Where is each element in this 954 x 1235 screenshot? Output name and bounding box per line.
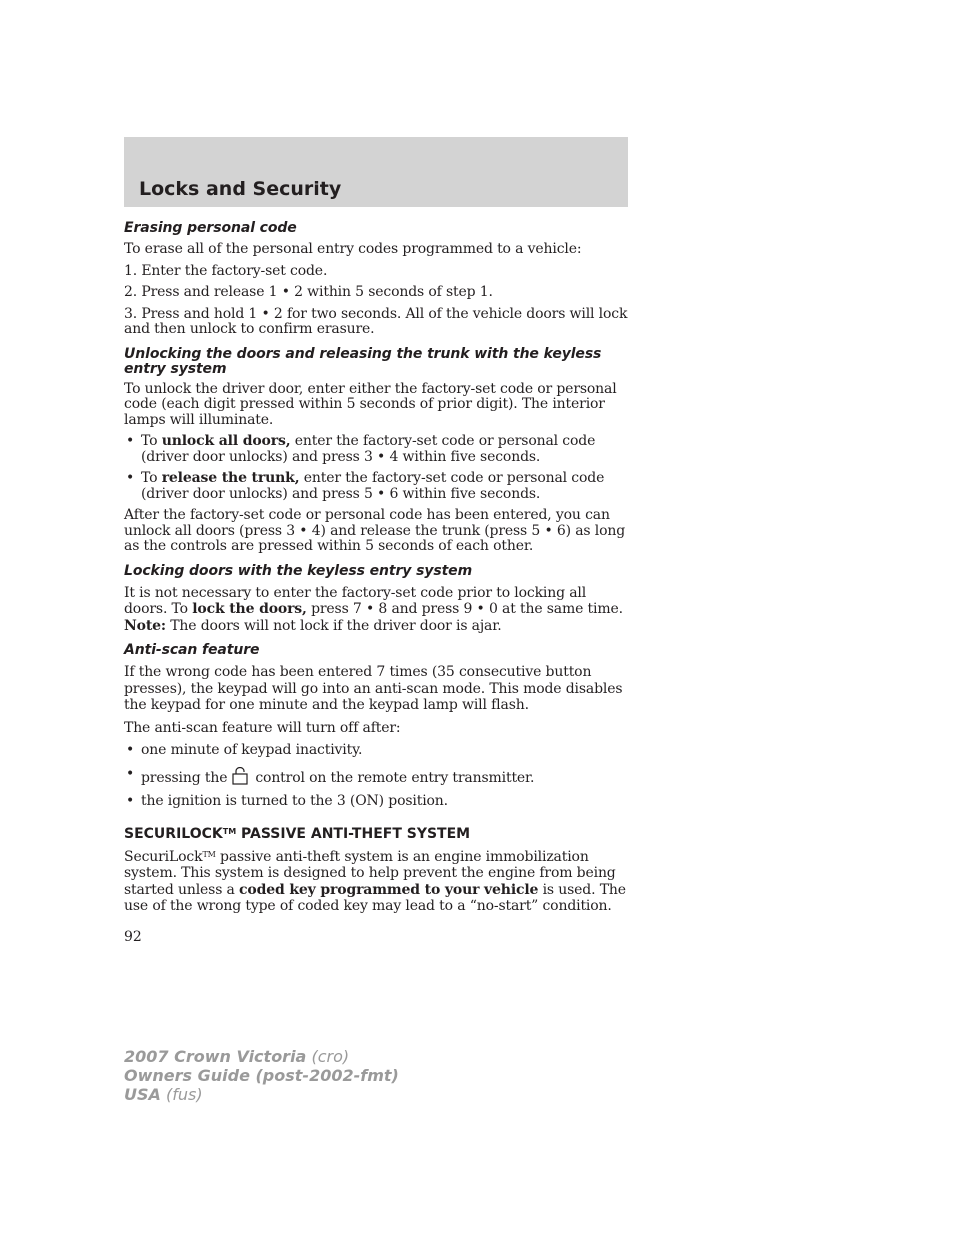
section-header-band xyxy=(124,137,628,207)
antiscan-intro: If the wrong code has been entered 7 times (35 consecutive button presses), the keypad will go into an anti-scan mode. This mode disables the keypad for one minute and the keypad lamp will flash. xyxy=(124,664,623,713)
securilock-heading: SECURILOCK™ PASSIVE ANTI-THEFT SYSTEM xyxy=(124,825,471,842)
antiscan-bullets xyxy=(124,743,628,810)
unlocking-intro: To unlock the driver door, enter either the factory-set code or personal code (each digit pressed within 5 seconds of prior digit). The interior lamps will illuminate. xyxy=(124,380,617,428)
antiscan-heading: Anti-scan feature xyxy=(124,642,260,658)
list-item: • pressing the control on the remote entry transmitter. xyxy=(124,767,628,787)
list-item: • To release the trunk, enter the factory-set code or personal code (driver door unlocks) and press 5 • 6 within five seconds. xyxy=(124,471,628,502)
erasing-step-1: 1. Enter the factory-set code. xyxy=(124,262,328,279)
section-title: Locks and Security xyxy=(139,178,342,200)
locking-text: It is not necessary to enter the factory-set code prior to locking all doors. To lock the doors, press 7 • 8 and press 9 • 0 at the same time. Note: The doors will not lock if the driver door is ajar. xyxy=(124,584,623,634)
erasing-step-3: 3. Press and hold 1 • 2 for two seconds. All of the vehicle doors will lock and then unlock to confirm erasure. xyxy=(124,305,628,337)
erasing-intro: To erase all of the personal entry codes programmed to a vehicle: xyxy=(124,241,582,257)
erasing-step-2: 2. Press and release 1 • 2 within 5 seconds of step 1. xyxy=(124,284,493,300)
unlock-icon xyxy=(230,767,252,785)
antiscan-turnoff: The anti-scan feature will turn off after: xyxy=(124,719,401,736)
footer-line-3: USA (fus) xyxy=(124,1085,203,1104)
page-number: 92 xyxy=(124,928,142,945)
securilock-text: SecuriLock™ passive anti-theft system is an engine immobilization system. This system is designed to help prevent the engine from being started unless a coded key programmed to your vehicle is used. The use of the wrong type of coded key may lead to a “no-start” condition. xyxy=(124,848,626,914)
document-footer xyxy=(124,1047,399,1104)
list-item: • the ignition is turned to the 3 (ON) position. xyxy=(124,794,628,810)
page-content xyxy=(124,221,628,945)
list-item: • one minute of keypad inactivity. xyxy=(124,743,628,759)
footer-line-2: Owners Guide (post-2002-fmt) xyxy=(124,1066,399,1085)
footer-line-1: 2007 Crown Victoria (cro) xyxy=(124,1047,350,1066)
unlocking-heading: Unlocking the doors and releasing the trunk with the keyless entry system xyxy=(124,345,602,377)
locking-heading: Locking doors with the keyless entry system xyxy=(124,562,473,579)
unlocking-after: After the factory-set code or personal code has been entered, you can unlock all doors (press 3 • 4) and release the trunk (press 5 • 6) as long as the controls are pressed within 5 seconds of each other. xyxy=(124,507,626,554)
erasing-heading: Erasing personal code xyxy=(124,220,297,236)
list-item: • To unlock all doors, enter the factory-set code or personal code (driver door unlocks) and press 3 • 4 within five seconds. xyxy=(124,434,628,465)
unlocking-bullets xyxy=(124,434,628,502)
